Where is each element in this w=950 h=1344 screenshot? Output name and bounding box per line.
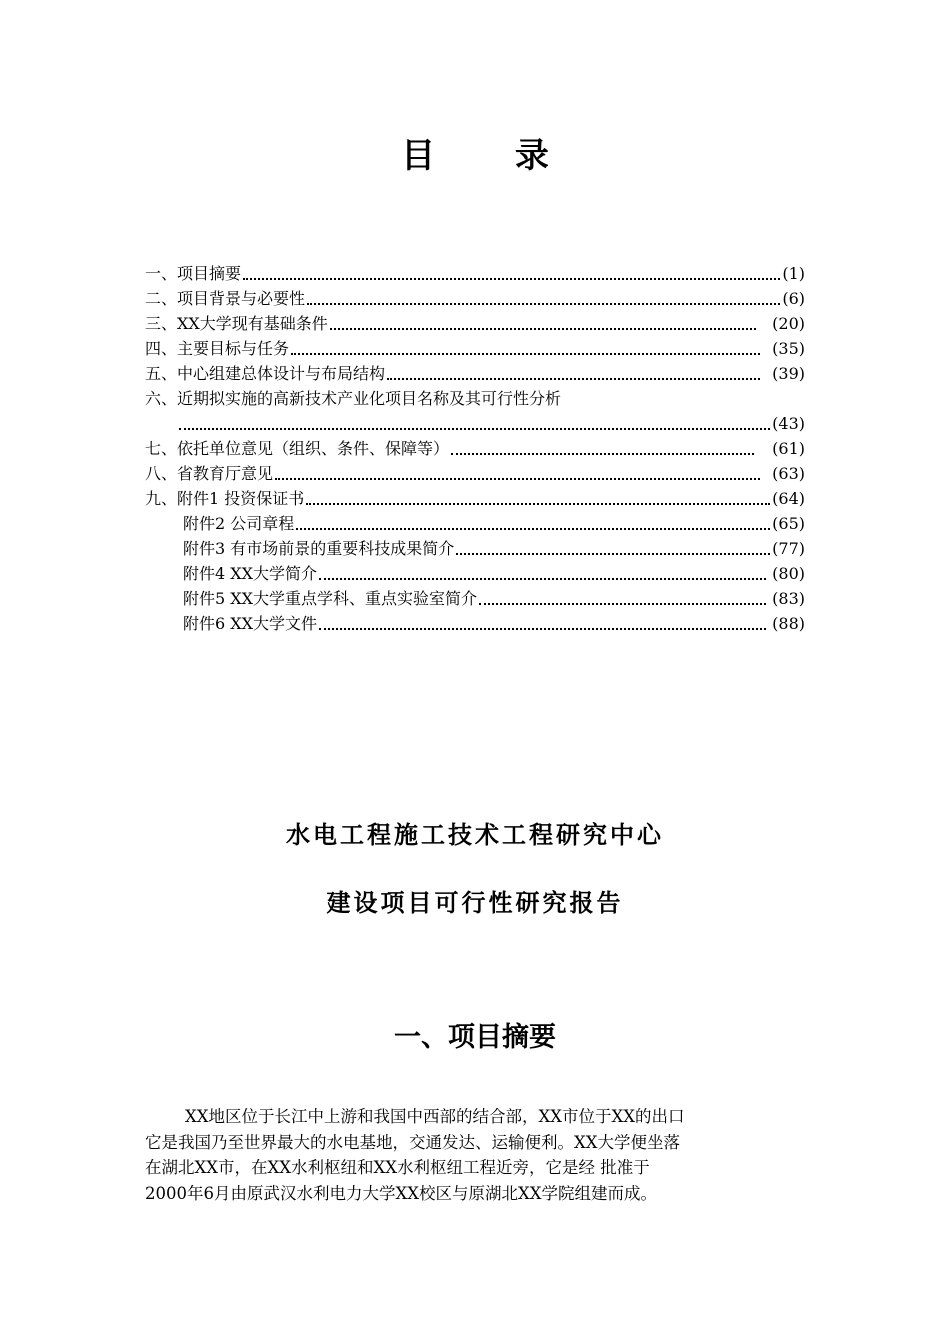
toc-leader-dots xyxy=(451,428,754,455)
toc-entry-page: (43) xyxy=(772,414,805,433)
toc-leader-dots xyxy=(307,278,780,305)
toc-leader-dots xyxy=(275,453,760,480)
toc-leader-dots xyxy=(456,528,770,555)
toc-entry-page: (83) xyxy=(772,589,805,608)
toc-entry-label: 附件3 有市场前景的重要科技成果简介 xyxy=(183,539,455,558)
paragraph-line: XX地区位于长江中上游和我国中西部的结合部，XX市位于XX的出口 xyxy=(185,1107,685,1126)
toc-entry-label: 附件2 公司章程 xyxy=(183,514,295,533)
toc-entry-page: (80) xyxy=(772,564,805,583)
toc-entry-page: (65) xyxy=(772,514,805,533)
toc-entry-page: (6) xyxy=(782,289,805,308)
toc-leader-dots xyxy=(319,553,766,580)
toc-entry-page: (61) xyxy=(772,439,805,458)
toc-entry-page: (20) xyxy=(772,314,805,333)
section-heading: 一、项目摘要 xyxy=(394,1022,556,1053)
toc-title: 目 录 xyxy=(401,136,583,176)
paragraph-line: 它是我国乃至世界最大的水电基地，交通发达、运输便利。XX大学便坐落 xyxy=(145,1132,680,1152)
toc-entry-label: 二、项目背景与必要性 xyxy=(145,289,306,308)
report-title-line1: 水电工程施工技术工程研究中心 xyxy=(286,820,664,849)
toc-entry-label: 附件5 XX大学重点学科、重点实验室简介 xyxy=(183,589,478,608)
toc-leader-dots xyxy=(306,478,770,505)
toc-entry-label: 一、项目摘要 xyxy=(145,264,242,283)
toc-leader-dots xyxy=(291,328,760,355)
toc-leader-dots xyxy=(296,503,770,530)
toc-entry[interactable] xyxy=(145,611,805,636)
toc-entry-label: 六、近期拟实施的高新技术产业化项目名称及其可行性分析 xyxy=(145,389,562,408)
paragraph-line: 2000年6月由原武汉水利电力大学XX校区与原湖北XX学院组建而成。 xyxy=(145,1183,657,1203)
toc-entry-page: (35) xyxy=(772,339,805,358)
toc-entry-label: 附件6 XX大学文件 xyxy=(183,614,318,633)
toc-leader-dots xyxy=(330,303,756,330)
toc-entry-label: 附件4 XX大学简介 xyxy=(183,564,318,583)
toc-entry-page: (64) xyxy=(772,489,805,508)
toc-leader-dots xyxy=(387,353,760,380)
toc-entry-page: (77) xyxy=(772,539,805,558)
toc-entry-label: 八、省教育厅意见 xyxy=(145,464,274,483)
toc-entry-page: (63) xyxy=(772,464,805,483)
toc-leader-dots xyxy=(243,253,780,280)
toc-leader-dots xyxy=(479,578,766,605)
section-paragraph xyxy=(145,1104,807,1206)
toc-entry-label: 七、依托单位意见（组织、条件、保障等） xyxy=(145,439,450,458)
toc-leader-dots xyxy=(319,603,766,630)
toc-entry-page: (39) xyxy=(772,364,805,383)
toc-entry-page: (88) xyxy=(772,614,805,633)
report-title-line2: 建设项目可行性研究报告 xyxy=(326,888,624,917)
table-of-contents xyxy=(145,261,805,636)
toc-entry-label: 三、XX大学现有基础条件 xyxy=(145,314,328,333)
paragraph-line: 在湖北XX市，在XX水利枢纽和XX水利枢纽工程近旁，它是经 批准于 xyxy=(145,1158,650,1177)
toc-entry-page: (1) xyxy=(782,264,805,283)
toc-leader-dots xyxy=(179,403,770,430)
toc-entry-label: 九、附件1 投资保证书 xyxy=(145,489,305,508)
toc-entry-label: 五、中心组建总体设计与布局结构 xyxy=(145,364,386,383)
toc-entry[interactable] xyxy=(145,361,805,386)
toc-entry-label: 四、主要目标与任务 xyxy=(145,339,290,358)
